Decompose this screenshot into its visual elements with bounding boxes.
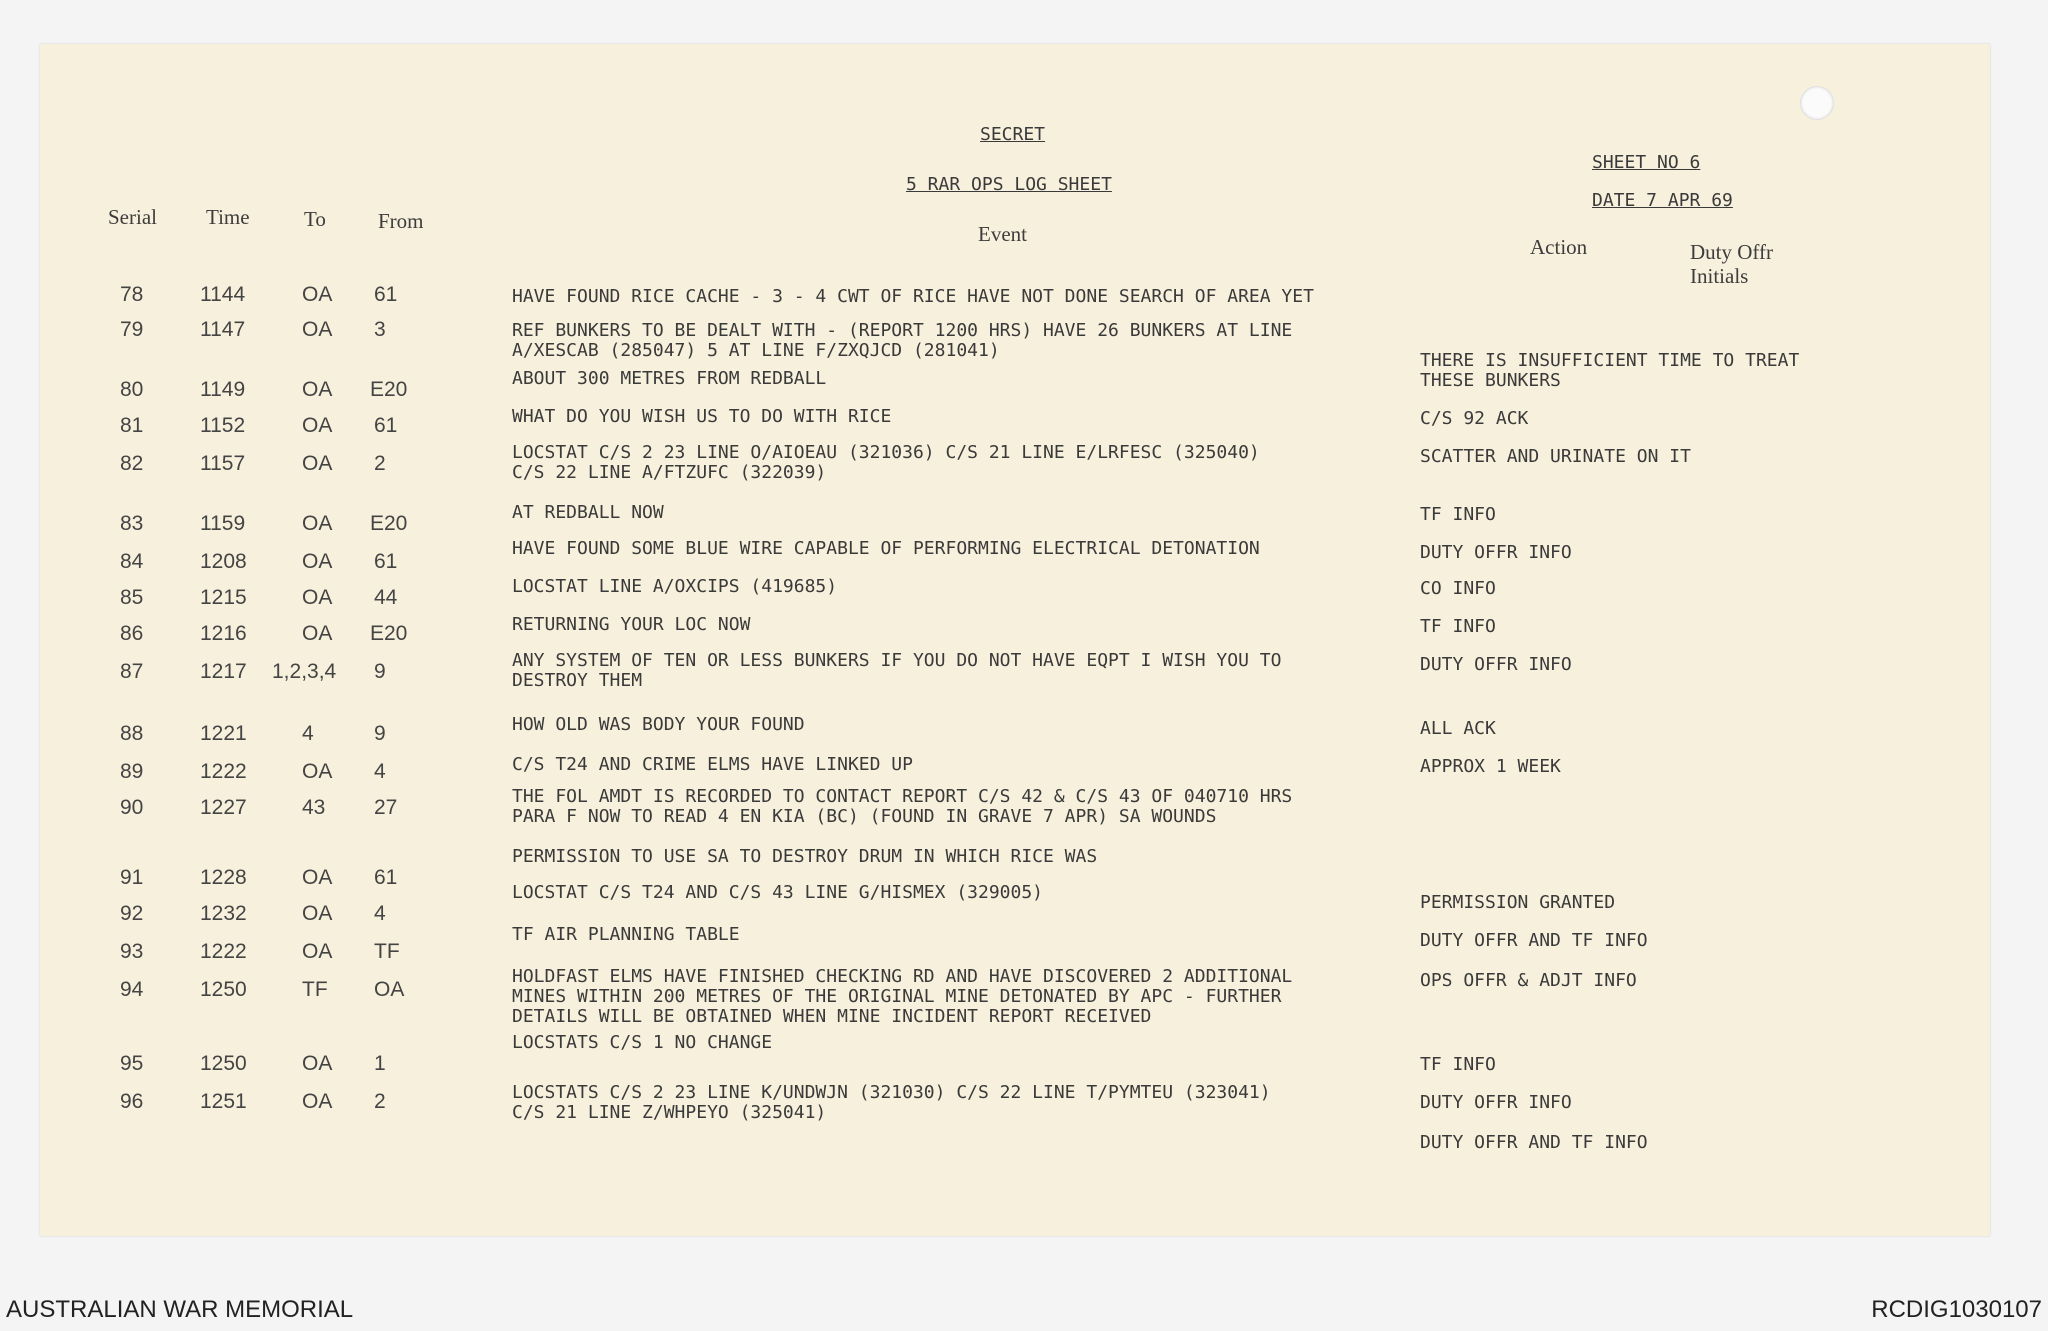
row-from: 2: [374, 452, 386, 475]
row-action-line: DUTY OFFR INFO: [1420, 654, 1572, 675]
row-event-line: WHAT DO YOU WISH US TO DO WITH RICE: [512, 406, 892, 427]
row-time: 1157: [200, 452, 246, 475]
row-time: 1228: [200, 866, 247, 889]
row-action-line: TF INFO: [1420, 616, 1496, 637]
row-event-line: THE FOL AMDT IS RECORDED TO CONTACT REPORT C/S 42 & C/S 43 OF 040710 HRS: [512, 786, 1293, 807]
row-event-line: AT REDBALL NOW: [512, 502, 664, 523]
row-time: 1227: [200, 796, 247, 819]
row-to: TF: [302, 978, 328, 1001]
row-from: E20: [370, 512, 408, 535]
row-serial: 86: [120, 622, 144, 645]
row-serial: 92: [120, 902, 144, 925]
classification-label: SECRET: [980, 124, 1046, 145]
row-to: OA: [302, 378, 333, 401]
row-action-line: SCATTER AND URINATE ON IT: [1420, 446, 1691, 467]
row-event-line: LOCSTATS C/S 2 23 LINE K/UNDWJN (321030) C/S 22 LINE T/PYMTEU (323041): [512, 1082, 1271, 1103]
row-action-line: APPROX 1 WEEK: [1420, 756, 1561, 777]
row-action-line: DUTY OFFR AND TF INFO: [1420, 930, 1648, 951]
row-to: OA: [302, 1052, 333, 1075]
row-action-line: THESE BUNKERS: [1420, 370, 1561, 391]
row-from: 9: [374, 722, 386, 745]
row-time: 1208: [200, 550, 247, 573]
row-action-line: PERMISSION GRANTED: [1420, 892, 1616, 913]
row-serial: 93: [120, 940, 144, 963]
row-from: E20: [370, 622, 408, 645]
row-to: OA: [302, 760, 333, 783]
row-to: OA: [302, 283, 333, 306]
row-event-line: LOCSTATS C/S 1 NO CHANGE: [512, 1032, 773, 1053]
row-serial: 82: [120, 452, 144, 475]
row-to: OA: [302, 866, 333, 889]
row-serial: 83: [120, 512, 144, 535]
sheet-date: DATE 7 APR 69: [1592, 190, 1733, 211]
footer-left: AUSTRALIAN WAR MEMORIAL: [6, 1296, 354, 1323]
row-event-line: DETAILS WILL BE OBTAINED WHEN MINE INCIDENT REPORT RECEIVED: [512, 1006, 1152, 1027]
row-from: 61: [374, 414, 398, 437]
column-header-to: To: [304, 207, 326, 231]
row-time: 1221: [200, 722, 247, 745]
row-serial: 85: [120, 586, 144, 609]
row-from: 44: [374, 586, 398, 609]
row-action-line: THERE IS INSUFFICIENT TIME TO TREAT: [1420, 350, 1800, 371]
sheet-number: SHEET NO 6: [1592, 152, 1701, 173]
row-time: 1152: [200, 414, 246, 437]
row-serial: 79: [120, 318, 144, 341]
row-from: 61: [374, 283, 398, 306]
row-event-line: REF BUNKERS TO BE DEALT WITH - (REPORT 1200 HRS) HAVE 26 BUNKERS AT LINE: [512, 320, 1293, 341]
row-to: OA: [302, 414, 333, 437]
row-to: 1,2,3,4: [272, 660, 337, 683]
column-header-initials: Initials: [1690, 264, 1749, 288]
row-to: OA: [302, 318, 333, 341]
row-event-line: DESTROY THEM: [512, 670, 643, 691]
row-serial: 84: [120, 550, 144, 573]
row-action-line: ALL ACK: [1420, 718, 1496, 739]
row-to: OA: [302, 622, 333, 645]
row-action-line: TF INFO: [1420, 504, 1496, 525]
row-serial: 94: [120, 978, 144, 1001]
document-title: 5 RAR OPS LOG SHEET: [906, 174, 1112, 195]
row-event-line: PERMISSION TO USE SA TO DESTROY DRUM IN WHICH RICE WAS: [512, 846, 1098, 867]
row-to: OA: [302, 512, 333, 535]
row-time: 1250: [200, 978, 247, 1001]
row-action-line: DUTY OFFR INFO: [1420, 542, 1572, 563]
row-to: OA: [302, 940, 333, 963]
row-from: 3: [374, 318, 386, 341]
row-time: 1216: [200, 622, 247, 645]
row-from: 4: [374, 902, 386, 925]
row-serial: 95: [120, 1052, 144, 1075]
row-time: 1250: [200, 1052, 247, 1075]
row-event-line: C/S 21 LINE Z/WHPEYO (325041): [512, 1102, 827, 1123]
row-serial: 91: [120, 866, 144, 889]
row-time: 1159: [200, 512, 246, 535]
column-header-duty-offr: Duty Offr: [1690, 240, 1774, 264]
row-event-line: C/S 22 LINE A/FTZUFC (322039): [512, 462, 827, 483]
row-to: 4: [302, 722, 314, 745]
row-to: OA: [302, 550, 333, 573]
column-header-event: Event: [978, 222, 1027, 246]
row-serial: 87: [120, 660, 144, 683]
row-event-line: PARA F NOW TO READ 4 EN KIA (BC) (FOUND IN GRAVE 7 APR) SA WOUNDS: [512, 806, 1217, 827]
row-serial: 89: [120, 760, 144, 783]
row-from: 61: [374, 550, 398, 573]
row-time: 1251: [200, 1090, 247, 1113]
row-to: OA: [302, 452, 333, 475]
row-event-line: LOCSTAT LINE A/OXCIPS (419685): [512, 576, 838, 597]
row-from: OA: [374, 978, 405, 1001]
row-from: 1: [374, 1052, 386, 1075]
row-from: E20: [370, 378, 408, 401]
column-header-time: Time: [206, 205, 250, 229]
row-time: 1232: [200, 902, 247, 925]
row-from: 2: [374, 1090, 386, 1113]
row-action-line: DUTY OFFR AND TF INFO: [1420, 1132, 1648, 1153]
row-time: 1222: [200, 760, 247, 783]
punch-hole: [1800, 86, 1834, 120]
row-serial: 81: [120, 414, 144, 437]
row-event-line: LOCSTAT C/S 2 23 LINE O/AIOEAU (321036) C/S 21 LINE E/LRFESC (325040): [512, 442, 1260, 463]
row-serial: 78: [120, 283, 144, 306]
row-to: 43: [302, 796, 326, 819]
row-event-line: HOW OLD WAS BODY YOUR FOUND: [512, 714, 805, 735]
row-event-line: HOLDFAST ELMS HAVE FINISHED CHECKING RD AND HAVE DISCOVERED 2 ADDITIONAL: [512, 966, 1293, 987]
row-from: 4: [374, 760, 386, 783]
column-header-serial: Serial: [108, 205, 157, 229]
row-event-line: LOCSTAT C/S T24 AND C/S 43 LINE G/HISMEX (329005): [512, 882, 1044, 903]
row-action-line: CO INFO: [1420, 578, 1496, 599]
row-event-line: HAVE FOUND RICE CACHE - 3 - 4 CWT OF RICE HAVE NOT DONE SEARCH OF AREA YET: [512, 286, 1314, 307]
row-serial: 88: [120, 722, 144, 745]
row-action-line: C/S 92 ACK: [1420, 408, 1529, 429]
row-event-line: RETURNING YOUR LOC NOW: [512, 614, 751, 635]
row-to: OA: [302, 1090, 333, 1113]
row-event-line: TF AIR PLANNING TABLE: [512, 924, 740, 945]
row-from: 61: [374, 866, 398, 889]
column-header-from: From: [378, 209, 424, 233]
row-from: TF: [374, 940, 400, 963]
row-action-line: OPS OFFR & ADJT INFO: [1420, 970, 1637, 991]
row-to: OA: [302, 586, 333, 609]
row-time: 1149: [200, 378, 246, 401]
row-event-line: HAVE FOUND SOME BLUE WIRE CAPABLE OF PERFORMING ELECTRICAL DETONATION: [512, 538, 1260, 559]
row-serial: 90: [120, 796, 144, 819]
row-time: 1222: [200, 940, 247, 963]
row-event-line: ABOUT 300 METRES FROM REDBALL: [512, 368, 827, 389]
row-serial: 96: [120, 1090, 144, 1113]
row-to: OA: [302, 902, 333, 925]
row-event-line: A/XESCAB (285047) 5 AT LINE F/ZXQJCD (281041): [512, 340, 1000, 361]
row-from: 27: [374, 796, 398, 819]
footer-right: RCDIG1030107: [1871, 1296, 2042, 1323]
row-event-line: C/S T24 AND CRIME ELMS HAVE LINKED UP: [512, 754, 913, 775]
row-event-line: MINES WITHIN 200 METRES OF THE ORIGINAL MINE DETONATED BY APC - FURTHER: [512, 986, 1282, 1007]
column-header-action: Action: [1530, 235, 1588, 259]
row-serial: 80: [120, 378, 144, 401]
row-from: 9: [374, 660, 386, 683]
row-action-line: DUTY OFFR INFO: [1420, 1092, 1572, 1113]
row-action-line: TF INFO: [1420, 1054, 1496, 1075]
row-time: 1215: [200, 586, 247, 609]
row-time: 1144: [200, 283, 246, 306]
row-time: 1217: [200, 660, 247, 683]
row-event-line: ANY SYSTEM OF TEN OR LESS BUNKERS IF YOU DO NOT HAVE EQPT I WISH YOU TO: [512, 650, 1282, 671]
row-time: 1147: [200, 318, 246, 341]
